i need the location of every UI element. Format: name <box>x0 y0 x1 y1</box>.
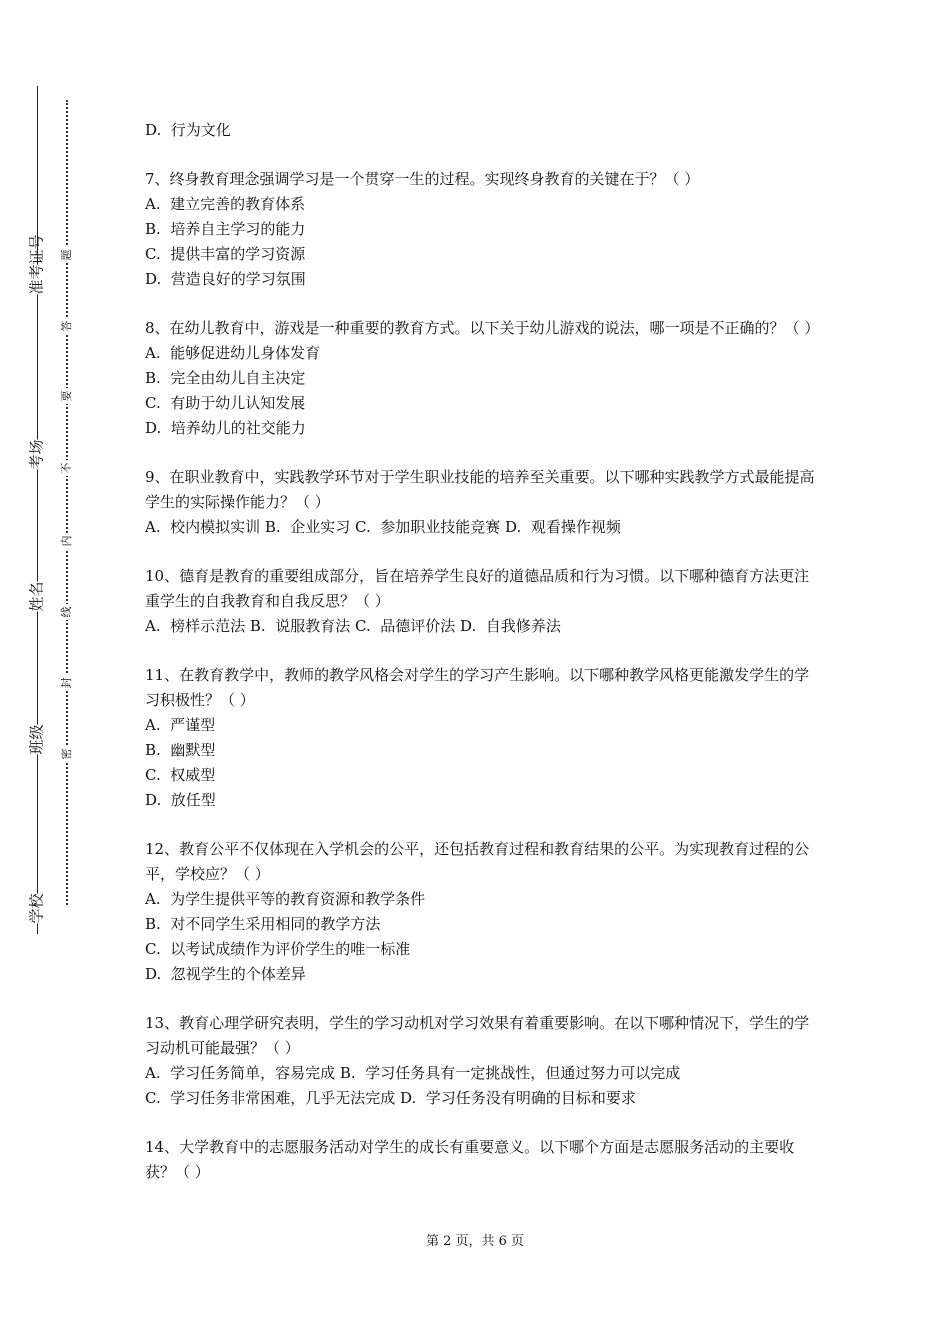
seal-char: 题 <box>59 247 75 263</box>
field-label-name: 姓名 <box>26 582 49 612</box>
question-option: C. 学习任务非常困难，几乎无法完成 D. 学习任务没有明确的目标和要求 <box>145 1089 636 1107</box>
question-block <box>145 465 815 540</box>
field-label-exam-room: 考场 <box>26 440 49 470</box>
question-option: B. 培养自主学习的能力 <box>145 220 306 238</box>
exam-content <box>145 118 820 1209</box>
question-option: A. 建立完善的教育体系 <box>145 195 306 213</box>
question-option: A. 学习任务简单，容易完成 B. 学习任务具有一定挑战性，但通过努力可以完成 <box>145 1064 681 1082</box>
question-option: A. 榜样示范法 B. 说服教育法 C. 品德评价法 D. 自我修养法 <box>145 617 561 635</box>
seal-char: 封 <box>59 675 75 691</box>
question-stem: 11、在教育教学中，教师的教学风格会对学生的学习产生影响。以下哪种教学风格更能激发学生的学习积极性？（ ） <box>145 666 810 709</box>
question-block <box>145 1011 815 1111</box>
question-block <box>145 118 815 143</box>
question-stem: 12、教育公平不仅体现在入学机会的公平，还包括教育过程和教育结果的公平。为实现教育过程的公平，学校应？（ ） <box>145 840 810 883</box>
question-block <box>145 564 815 639</box>
binding-dotted-line <box>66 100 68 905</box>
question-option: C. 权威型 <box>145 766 216 784</box>
question-option: B. 对不同学生采用相同的教学方法 <box>145 915 381 933</box>
page-footer: 第 2 页，共 6 页 <box>425 1234 525 1249</box>
question-option: B. 完全由幼儿自主决定 <box>145 369 306 387</box>
seal-char: 要 <box>59 388 75 404</box>
question-stem: 14、大学教育中的志愿服务活动对学生的成长有重要意义。以下哪个方面是志愿服务活动的主要收获？（ ） <box>145 1138 795 1181</box>
question-option: A. 能够促进幼儿身体发育 <box>145 344 321 362</box>
field-label-exam-number: 准考证号 <box>26 265 49 295</box>
question-stem: 13、教育心理学研究表明，学生的学习动机对学习效果有着重要影响。在以下哪种情况下，学生的学习动机可能最强？（ ） <box>145 1014 810 1057</box>
question-option: A. 严谨型 <box>145 716 216 734</box>
field-label-class: 班级 <box>26 725 49 755</box>
question-option: A. 为学生提供平等的教育资源和教学条件 <box>145 890 426 908</box>
question-stem: 10、德育是教育的重要组成部分，旨在培养学生良好的道德品质和行为习惯。以下哪种德育方法更注重学生的自我教育和自我反思？（ ） <box>145 567 810 610</box>
question-block <box>145 316 820 441</box>
question-option: C. 有助于幼儿认知发展 <box>145 394 306 412</box>
question-option: D. 培养幼儿的社交能力 <box>145 419 306 437</box>
question-option: C. 提供丰富的学习资源 <box>145 245 306 263</box>
binding-solid-line <box>37 86 38 934</box>
question-block <box>145 1135 815 1185</box>
field-label-school: 学校 <box>26 894 49 924</box>
question-stem: 8、在幼儿教育中，游戏是一种重要的教育方式。以下关于幼儿游戏的说法，哪一项是不正确的？（ ） <box>145 319 820 337</box>
question-option: A. 校内模拟实训 B. 企业实习 C. 参加职业技能竞赛 D. 观看操作视频 <box>145 518 621 536</box>
question-block <box>145 167 815 292</box>
question-block <box>145 837 815 987</box>
binding-margin <box>0 0 100 1344</box>
seal-char: 内 <box>59 533 75 549</box>
question-option: D. 行为文化 <box>145 121 231 139</box>
seal-char: 线 <box>59 604 75 620</box>
question-block <box>145 663 815 813</box>
question-stem: 9、在职业教育中，实践教学环节对于学生职业技能的培养至关重要。以下哪种实践教学方式最能提高学生的实际操作能力？（ ） <box>145 468 815 511</box>
seal-char: 不 <box>59 460 75 476</box>
question-option: C. 以考试成绩作为评价学生的唯一标准 <box>145 940 411 958</box>
question-option: D. 营造良好的学习氛围 <box>145 270 306 288</box>
seal-char: 答 <box>59 318 75 334</box>
question-option: D. 忽视学生的个体差异 <box>145 965 306 983</box>
question-option: D. 放任型 <box>145 791 216 809</box>
question-option: B. 幽默型 <box>145 741 216 759</box>
question-stem: 7、终身教育理念强调学习是一个贯穿一生的过程。实现终身教育的关键在于？（ ） <box>145 170 700 188</box>
seal-char: 密 <box>59 746 75 762</box>
